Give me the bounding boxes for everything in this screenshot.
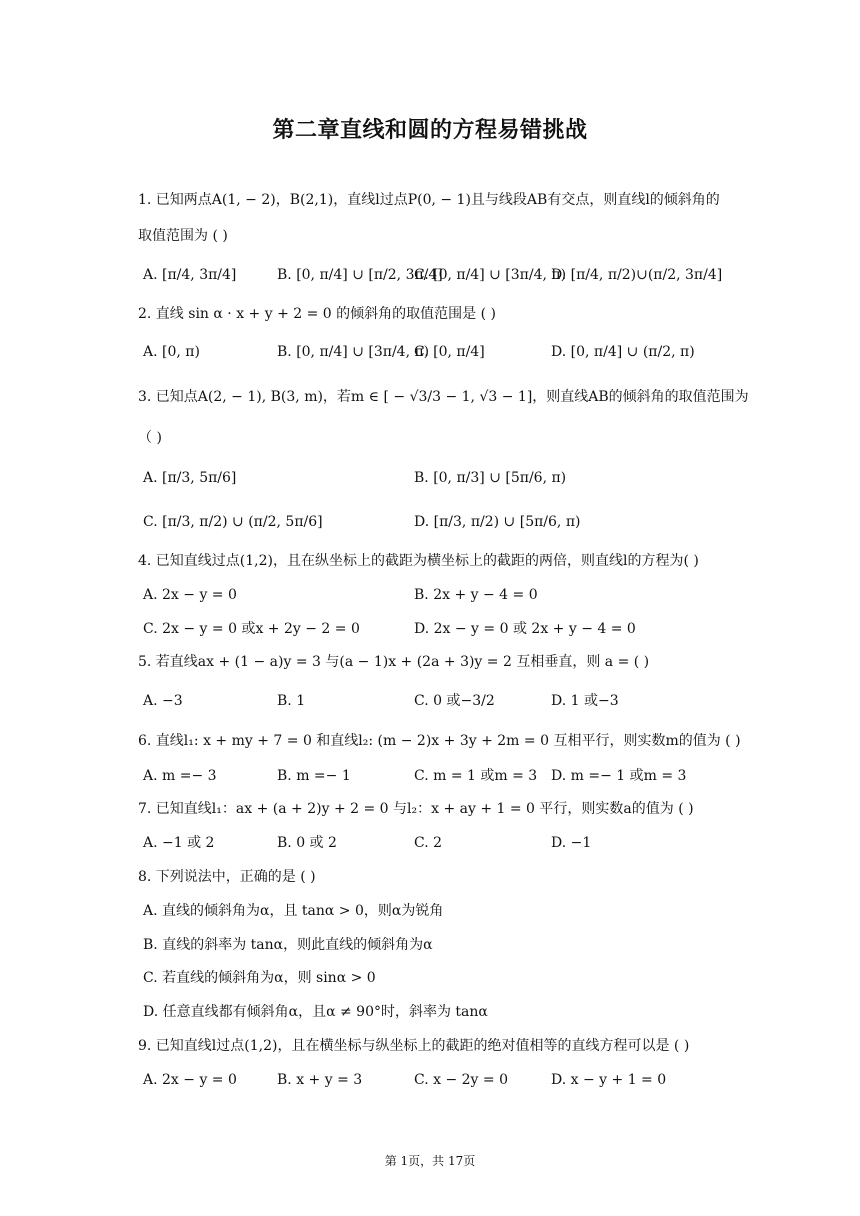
question-1-option-d: D. [π/4, π/2)∪(π/2, 3π/4] [551, 267, 723, 283]
question-3-stem-line-2: （ ) [138, 430, 162, 446]
question-2-option-c: C. [0, π/4] [414, 344, 485, 360]
question-7-stem: 7. 已知直线l₁：ax + (a + 2)y + 2 = 0 与l₂：x + ay + 1 = 0 平行，则实数a的值为 ( ) [138, 801, 694, 817]
question-9-option-c: C. x − 2y = 0 [414, 1072, 508, 1088]
question-4-option-d: D. 2x − y = 0 或 2x + y − 4 = 0 [414, 621, 636, 637]
page-footer: 第 1页，共 17页 [384, 1154, 476, 1168]
question-2-stem: 2. 直线 sin α · x + y + 2 = 0 的倾斜角的取值范围是 ( ) [138, 306, 496, 322]
question-9-stem: 9. 已知直线l过点(1,2)，且在横坐标与纵坐标上的截距的绝对值相等的直线方程可以是 ( ) [138, 1038, 690, 1054]
question-5-option-d: D. 1 或−3 [551, 693, 619, 709]
question-8-option-c: C. 若直线的倾斜角为α，则 sinα > 0 [143, 970, 376, 986]
question-9-option-d: D. x − y + 1 = 0 [551, 1072, 667, 1088]
question-8-option-d: D. 任意直线都有倾斜角α，且α ≠ 90°时，斜率为 tanα [143, 1004, 488, 1020]
question-2-option-b: B. [0, π/4] ∪ [3π/4, π) [277, 344, 430, 360]
question-3-stem-line-1: 3. 已知点A(2, − 1), B(3, m)，若m ∈ [ − √3/3 − 1, √3 − 1]，则直线AB的倾斜角的取值范围为 [138, 389, 749, 405]
question-4-option-b: B. 2x + y − 4 = 0 [414, 587, 538, 603]
question-5-option-c: C. 0 或−3/2 [414, 693, 495, 709]
question-9-option-b: B. x + y = 3 [277, 1072, 363, 1088]
question-2-option-a: A. [0, π) [143, 344, 200, 360]
question-8-stem: 8. 下列说法中，正确的是 ( ) [138, 869, 316, 885]
question-3-option-c: C. [π/3, π/2) ∪ (π/2, 5π/6] [143, 514, 323, 530]
question-1-stem-line-2: 取值范围为 ( ) [138, 228, 228, 244]
page-title: 第二章直线和圆的方程易错挑战 [272, 118, 588, 143]
question-1-option-b: B. [0, π/4] ∪ [π/2, 3π/4] [277, 267, 443, 283]
question-1-option-a: A. [π/4, 3π/4] [143, 267, 237, 283]
question-5-option-a: A. −3 [143, 693, 183, 709]
question-5-stem: 5. 若直线ax + (1 − a)y = 3 与(a − 1)x + (2a + 3)y = 2 互相垂直，则 a = ( ) [138, 654, 650, 670]
question-6-option-d: D. m =− 1 或m = 3 [551, 768, 687, 784]
question-3-option-d: D. [π/3, π/2) ∪ [5π/6, π) [414, 514, 581, 530]
question-7-option-b: B. 0 或 2 [277, 835, 337, 851]
question-1-stem-line-1: 1. 已知两点A(1, − 2)，B(2,1)，直线l过点P(0, − 1)且与线段AB有交点，则直线l的倾斜角的 [138, 192, 720, 208]
question-7-option-c: C. 2 [414, 835, 443, 851]
question-4-option-c: C. 2x − y = 0 或x + 2y − 2 = 0 [143, 621, 360, 637]
question-4-option-a: A. 2x − y = 0 [143, 587, 237, 603]
question-8-option-b: B. 直线的斜率为 tanα，则此直线的倾斜角为α [143, 937, 433, 953]
question-6-option-c: C. m = 1 或m = 3 [414, 768, 538, 784]
question-2-option-d: D. [0, π/4] ∪ (π/2, π) [551, 344, 695, 360]
question-3-option-b: B. [0, π/3] ∪ [5π/6, π) [414, 470, 567, 486]
question-8-option-a: A. 直线的倾斜角为α，且 tanα > 0，则α为锐角 [143, 903, 444, 919]
question-9-option-a: A. 2x − y = 0 [143, 1072, 237, 1088]
question-5-option-b: B. 1 [277, 693, 306, 709]
question-7-option-a: A. −1 或 2 [143, 835, 215, 851]
question-3-option-a: A. [π/3, 5π/6] [143, 470, 237, 486]
question-6-option-b: B. m =− 1 [277, 768, 351, 784]
question-6-stem: 6. 直线l₁: x + my + 7 = 0 和直线l₂: (m − 2)x + 3y + 2m = 0 互相平行，则实数m的值为 ( ) [138, 733, 741, 749]
question-7-option-d: D. −1 [551, 835, 592, 851]
question-1-option-c: C. [0, π/4] ∪ [3π/4, π) [414, 267, 567, 283]
question-6-option-a: A. m =− 3 [143, 768, 217, 784]
question-4-stem: 4. 已知直线过点(1,2)，且在纵坐标上的截距为横坐标上的截距的两倍，则直线l的方程为( ) [138, 553, 699, 569]
